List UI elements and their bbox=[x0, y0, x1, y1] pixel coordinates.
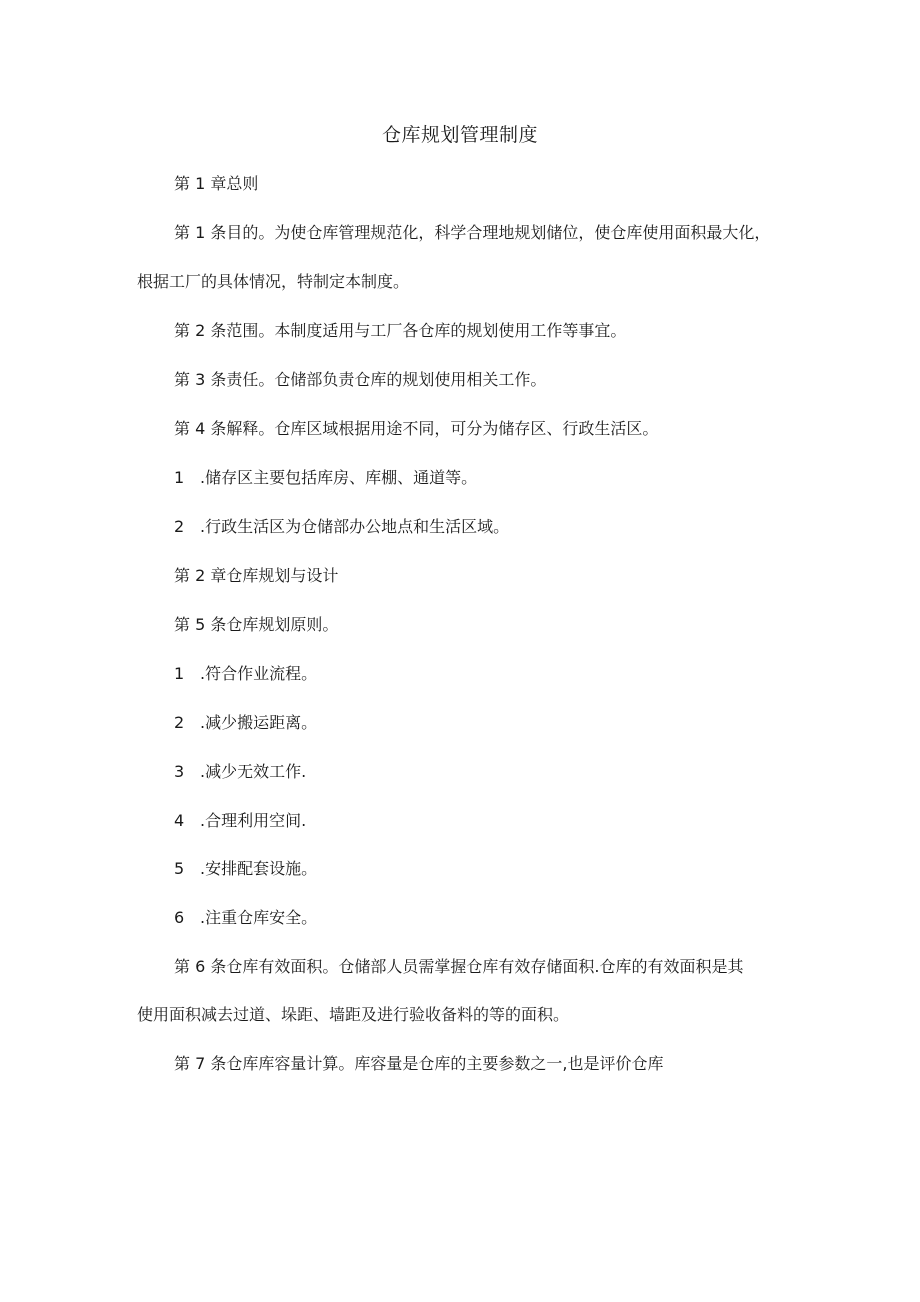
paragraph-line: 根据工厂的具体情况，特制定本制度。 bbox=[137, 272, 410, 291]
list-number: 2 bbox=[174, 713, 185, 732]
list-item-text: .行政生活区为仓储部办公地点和生活区域。 bbox=[200, 517, 510, 536]
list-item-text: .减少搬运距离。 bbox=[200, 713, 318, 732]
list-item bbox=[174, 711, 317, 735]
list-number: 6 bbox=[174, 908, 185, 927]
chapter-heading: 第 2 章仓库规划与设计 bbox=[174, 566, 339, 585]
list-item bbox=[174, 515, 509, 539]
list-number: 3 bbox=[174, 762, 185, 781]
chapter-heading: 第 1 章总则 bbox=[174, 174, 259, 193]
list-item-text: .安排配套设施。 bbox=[200, 859, 318, 878]
list-item-text: .符合作业流程。 bbox=[200, 664, 318, 683]
list-item-text: .注重仓库安全。 bbox=[200, 908, 318, 927]
paragraph-line: 第 4 条解释。仓库区域根据用途不同，可分为储存区、行政生活区。 bbox=[174, 419, 659, 438]
list-number: 5 bbox=[174, 859, 185, 878]
list-item bbox=[174, 662, 317, 686]
list-item bbox=[174, 466, 477, 490]
paragraph-line: 第 5 条仓库规划原则。 bbox=[174, 615, 339, 634]
paragraph-line: 第 7 条仓库库容量计算。库容量是仓库的主要参数之一,也是评价仓库 bbox=[174, 1054, 664, 1073]
document-title: 仓库规划管理制度 bbox=[381, 124, 538, 146]
list-item bbox=[174, 906, 317, 930]
paragraph-line: 第 2 条范围。本制度适用与工厂各仓库的规划使用工作等事宜。 bbox=[174, 321, 627, 340]
list-number: 1 bbox=[174, 468, 185, 487]
list-item bbox=[174, 809, 306, 833]
list-item-text: .合理利用空间. bbox=[200, 811, 307, 830]
list-number: 1 bbox=[174, 664, 185, 683]
list-number: 4 bbox=[174, 811, 185, 830]
list-item bbox=[174, 760, 306, 784]
paragraph-line: 第 3 条责任。仓储部负责仓库的规划使用相关工作。 bbox=[174, 370, 547, 389]
paragraph-line: 第 6 条仓库有效面积。仓储部人员需掌握仓库有效存储面积.仓库的有效面积是其 bbox=[174, 957, 744, 976]
list-item bbox=[174, 857, 317, 881]
list-item-text: .减少无效工作. bbox=[200, 762, 307, 781]
list-number: 2 bbox=[174, 517, 185, 536]
paragraph-line: 使用面积减去过道、垛距、墙距及进行验收备料的等的面积。 bbox=[137, 1005, 570, 1024]
paragraph-line: 第 1 条目的。为使仓库管理规范化，科学合理地规划储位，使仓库使用面积最大化， bbox=[174, 223, 771, 242]
list-item-text: .储存区主要包括库房、库棚、通道等。 bbox=[200, 468, 478, 487]
